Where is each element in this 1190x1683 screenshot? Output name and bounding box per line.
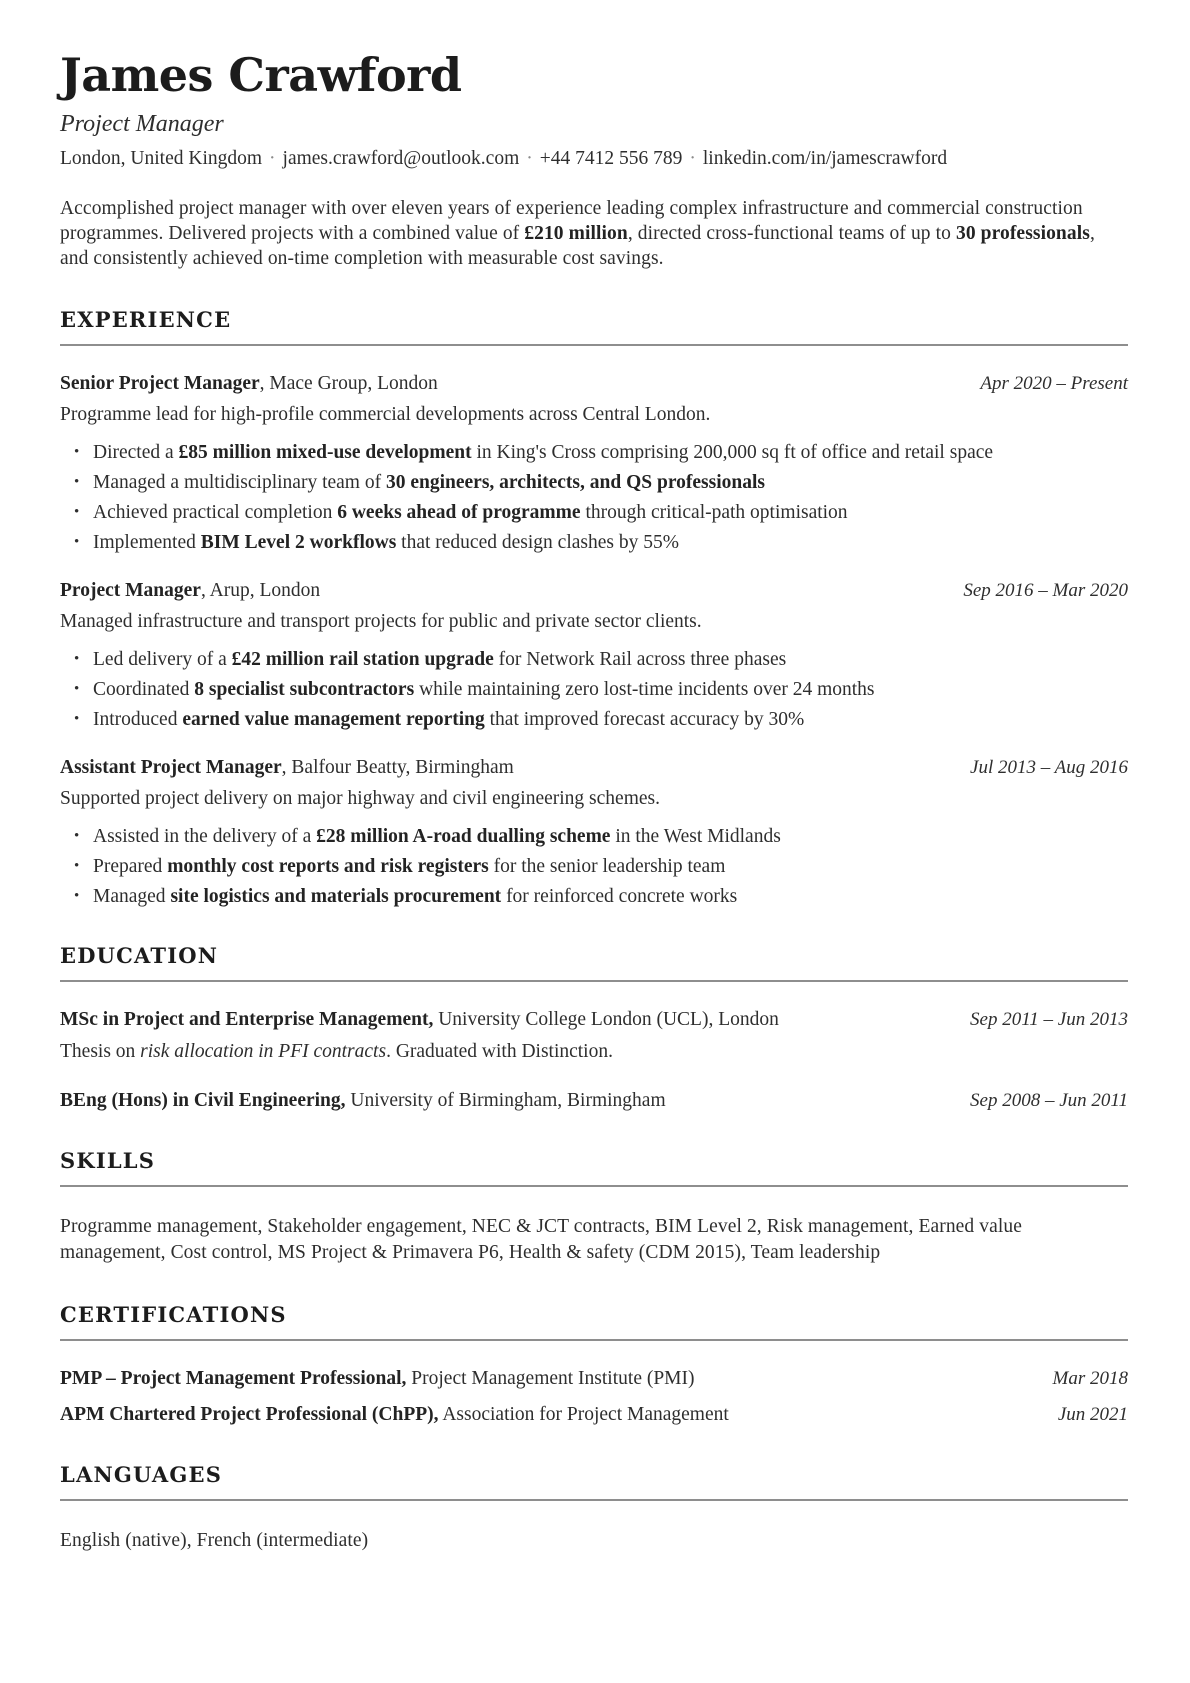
bullet-text: Managed site logistics and materials procurement for reinforced concrete works	[93, 885, 738, 907]
job-description: Programme lead for high-profile commercial developments across Central London.	[60, 403, 711, 425]
education-degree: BEng (Hons) in Civil Engineering, University of Birmingham, Birmingham	[60, 1089, 666, 1111]
experience-section	[60, 307, 1128, 907]
bullet-item	[60, 472, 1128, 493]
certifications-heading: CERTIFICATIONS	[60, 1302, 1128, 1341]
job-bullets	[60, 649, 1128, 730]
education-date: Sep 2008 – Jun 2011	[970, 1089, 1128, 1111]
bullet-glyph: •	[74, 680, 80, 697]
bullet-glyph: •	[74, 533, 80, 550]
bullet-glyph: •	[74, 650, 80, 667]
bullet-text: Implemented BIM Level 2 workflows that reduced design clashes by 55%	[93, 531, 679, 553]
bullet-glyph: •	[74, 857, 80, 874]
job-heading-row	[60, 579, 1128, 602]
bullet-item	[60, 679, 1128, 700]
certifications-section	[60, 1302, 1128, 1426]
certification-heading-row	[60, 1403, 1128, 1426]
education-note: Thesis on risk allocation in PFI contracts. Graduated with Distinction.	[60, 1040, 613, 1062]
job-bullets	[60, 826, 1128, 907]
education-entry	[60, 1089, 1128, 1112]
certification-name: PMP – Project Management Professional, Project Management Institute (PMI)	[60, 1367, 695, 1389]
certification-name: APM Chartered Project Professional (ChPP), Association for Project Management	[60, 1403, 729, 1425]
certification-entry	[60, 1403, 1128, 1426]
person-job-title: Project Manager	[60, 110, 224, 137]
certification-heading-row	[60, 1367, 1128, 1390]
bullet-item	[60, 826, 1128, 847]
job-description: Supported project delivery on major highway and civil engineering schemes.	[60, 787, 660, 809]
job-entry	[60, 756, 1128, 907]
languages-section	[60, 1462, 1128, 1554]
job-heading-row	[60, 372, 1128, 395]
education-section	[60, 943, 1128, 1112]
bullet-text: Assisted in the delivery of a £28 million A-road dualling scheme in the West Midlands	[93, 825, 781, 847]
education-heading-row	[60, 1089, 1128, 1112]
skills-heading: SKILLS	[60, 1148, 1128, 1187]
job-title-org: Assistant Project Manager, Balfour Beatty, Birmingham	[60, 756, 514, 778]
bullet-item	[60, 649, 1128, 670]
bullet-glyph: •	[74, 473, 80, 490]
job-title-org: Project Manager, Arup, London	[60, 579, 321, 601]
job-heading-row	[60, 756, 1128, 779]
contact-separator: ·	[526, 147, 533, 169]
contact-phone: +44 7412 556 789	[539, 147, 683, 169]
job-entry	[60, 372, 1128, 553]
education-heading-row	[60, 1008, 1128, 1031]
contact-line	[60, 148, 1128, 170]
bullet-text: Prepared monthly cost reports and risk registers for the senior leadership team	[93, 855, 726, 877]
bullet-text: Directed a £85 million mixed-use development in King's Cross comprising 200,000 sq ft of office and retail space	[93, 441, 994, 463]
person-name: James Crawford	[60, 48, 462, 102]
contact-linkedin: linkedin.com/in/jamescrawford	[702, 147, 948, 169]
resume-header	[60, 50, 1128, 170]
bullet-glyph: •	[74, 443, 80, 460]
languages-text: English (native), French (intermediate)	[60, 1529, 369, 1551]
contact-email: james.crawford@outlook.com	[282, 147, 520, 169]
bullet-text: Achieved practical completion 6 weeks ahead of programme through critical-path optimisation	[93, 501, 848, 523]
bullet-glyph: •	[74, 710, 80, 727]
contact-location: London, United Kingdom	[60, 147, 263, 169]
skills-text: Programme management, Stakeholder engagement, NEC & JCT contracts, BIM Level 2, Risk management, Earned value management, Cost control, MS Project & Primavera P6, Health & safety (CDM 2015), Team leadership	[60, 1215, 1022, 1263]
bullet-item	[60, 709, 1128, 730]
bullet-glyph: •	[74, 503, 80, 520]
skills-section	[60, 1148, 1128, 1266]
job-description: Managed infrastructure and transport projects for public and private sector clients.	[60, 610, 702, 632]
bullet-item	[60, 532, 1128, 553]
job-entry	[60, 579, 1128, 730]
education-date: Sep 2011 – Jun 2013	[970, 1008, 1128, 1030]
job-title-org: Senior Project Manager, Mace Group, London	[60, 372, 438, 394]
bullet-item	[60, 442, 1128, 463]
certification-date: Mar 2018	[1052, 1367, 1128, 1389]
education-entry	[60, 1008, 1128, 1063]
contact-separator: ·	[269, 147, 276, 169]
job-date: Sep 2016 – Mar 2020	[963, 579, 1128, 601]
bullet-text: Led delivery of a £42 million rail station upgrade for Network Rail across three phases	[93, 648, 787, 670]
contact-separator: ·	[689, 147, 696, 169]
bullet-item	[60, 856, 1128, 877]
job-date: Apr 2020 – Present	[980, 372, 1128, 394]
languages-heading: LANGUAGES	[60, 1462, 1128, 1501]
summary-paragraph: Accomplished project manager with over eleven years of experience leading complex infrastructure and commercial construction programmes. Delivered projects with a combined value of £210 million, directed cross-functional teams of up to 30 professionals, and consistently achieved on-time completion with measurable cost savings.	[60, 197, 1095, 269]
bullet-glyph: •	[74, 887, 80, 904]
certification-entry	[60, 1367, 1128, 1390]
bullet-text: Managed a multidisciplinary team of 30 engineers, architects, and QS professionals	[93, 471, 765, 493]
bullet-text: Introduced earned value management reporting that improved forecast accuracy by 30%	[93, 708, 805, 730]
experience-heading: EXPERIENCE	[60, 307, 1128, 346]
bullet-text: Coordinated 8 specialist subcontractors while maintaining zero lost-time incidents over 24 months	[93, 678, 875, 700]
certification-date: Jun 2021	[1057, 1403, 1128, 1425]
education-heading: EDUCATION	[60, 943, 1128, 982]
bullet-glyph: •	[74, 827, 80, 844]
bullet-item	[60, 502, 1128, 523]
education-degree: MSc in Project and Enterprise Management, University College London (UCL), London	[60, 1008, 779, 1030]
bullet-item	[60, 886, 1128, 907]
job-bullets	[60, 442, 1128, 553]
job-date: Jul 2013 – Aug 2016	[970, 756, 1128, 778]
